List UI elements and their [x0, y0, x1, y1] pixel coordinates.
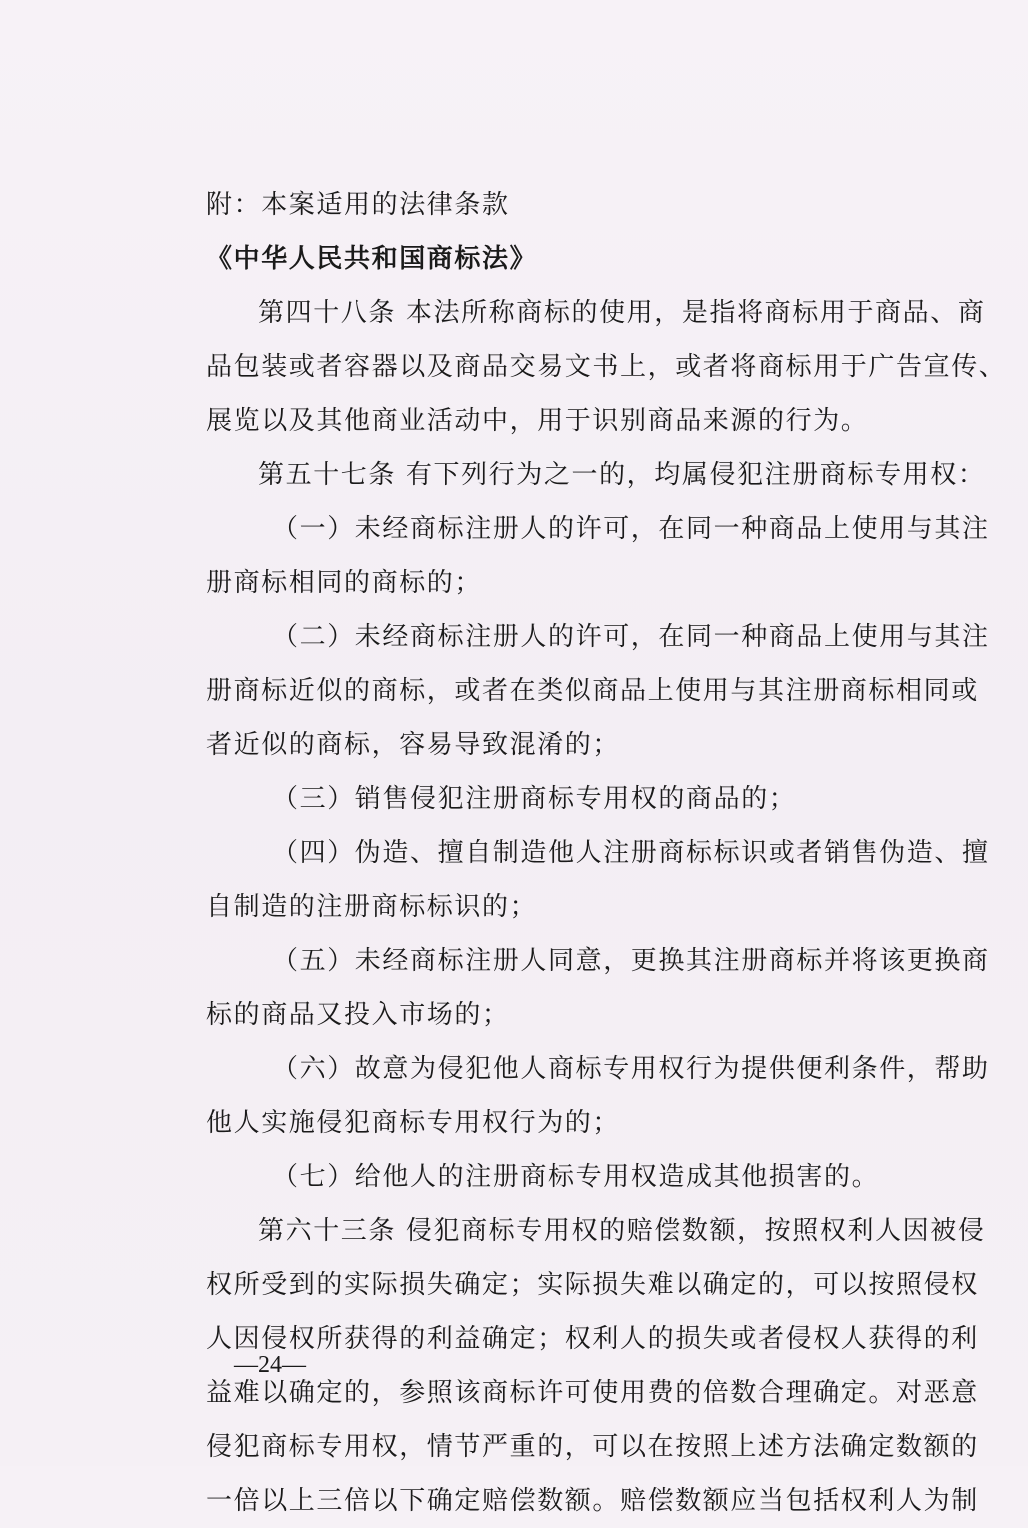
item-2-line-2: 册商标近似的商标，或者在类似商品上使用与其注册商标相同或	[206, 676, 979, 706]
article-63-line-4: 益难以确定的，参照该商标许可使用费的倍数合理确定。对恶意	[206, 1378, 979, 1408]
item-5-line-2: 标的商品又投入市场的；	[206, 1000, 510, 1030]
item-5-line-1: （五）未经商标注册人同意，更换其注册商标并将该更换商	[272, 946, 990, 976]
item-7-line-1: （七）给他人的注册商标专用权造成其他损害的。	[272, 1162, 880, 1192]
item-3-line-1: （三）销售侵犯注册商标专用权的商品的；	[272, 784, 797, 814]
item-2-line-1: （二）未经商标注册人的许可，在同一种商品上使用与其注	[272, 622, 990, 652]
item-6-line-2: 他人实施侵犯商标专用权行为的；	[206, 1108, 621, 1138]
article-63-line-2: 权所受到的实际损失确定；实际损失难以确定的，可以按照侵权	[206, 1270, 979, 1300]
article-63-line-6: 一倍以上三倍以下确定赔偿数额。赔偿数额应当包括权利人为制	[206, 1486, 979, 1516]
article-48-line-2: 品包装或者容器以及商品交易文书上，或者将商标用于广告宣传、	[206, 352, 1007, 382]
appendix-heading: 附：本案适用的法律条款	[206, 190, 510, 220]
item-4-line-1: （四）伪造、擅自制造他人注册商标标识或者销售伪造、擅	[272, 838, 990, 868]
item-1-line-1: （一）未经商标注册人的许可，在同一种商品上使用与其注	[272, 514, 990, 544]
article-57-line-1: 第五十七条 有下列行为之一的，均属侵犯注册商标专用权：	[258, 460, 986, 490]
item-1-line-2: 册商标相同的商标的；	[206, 568, 483, 598]
item-2-line-3: 者近似的商标，容易导致混淆的；	[206, 730, 621, 760]
article-63-line-3: 人因侵权所获得的利益确定；权利人的损失或者侵权人获得的利	[206, 1324, 979, 1354]
article-48-line-3: 展览以及其他商业活动中，用于识别商品来源的行为。	[206, 406, 869, 436]
document-body	[206, 178, 1007, 1528]
law-title: 《中华人民共和国商标法》	[206, 244, 538, 274]
article-63-line-5: 侵犯商标专用权，情节严重的，可以在按照上述方法确定数额的	[206, 1432, 979, 1462]
page-number: —24—	[234, 1352, 306, 1378]
item-4-line-2: 自制造的注册商标标识的；	[206, 892, 538, 922]
article-48-line-1: 第四十八条 本法所称商标的使用，是指将商标用于商品、商	[258, 298, 986, 328]
item-6-line-1: （六）故意为侵犯他人商标专用权行为提供便利条件，帮助	[272, 1054, 990, 1084]
article-63-line-1: 第六十三条 侵犯商标专用权的赔偿数额，按照权利人因被侵	[258, 1216, 986, 1246]
